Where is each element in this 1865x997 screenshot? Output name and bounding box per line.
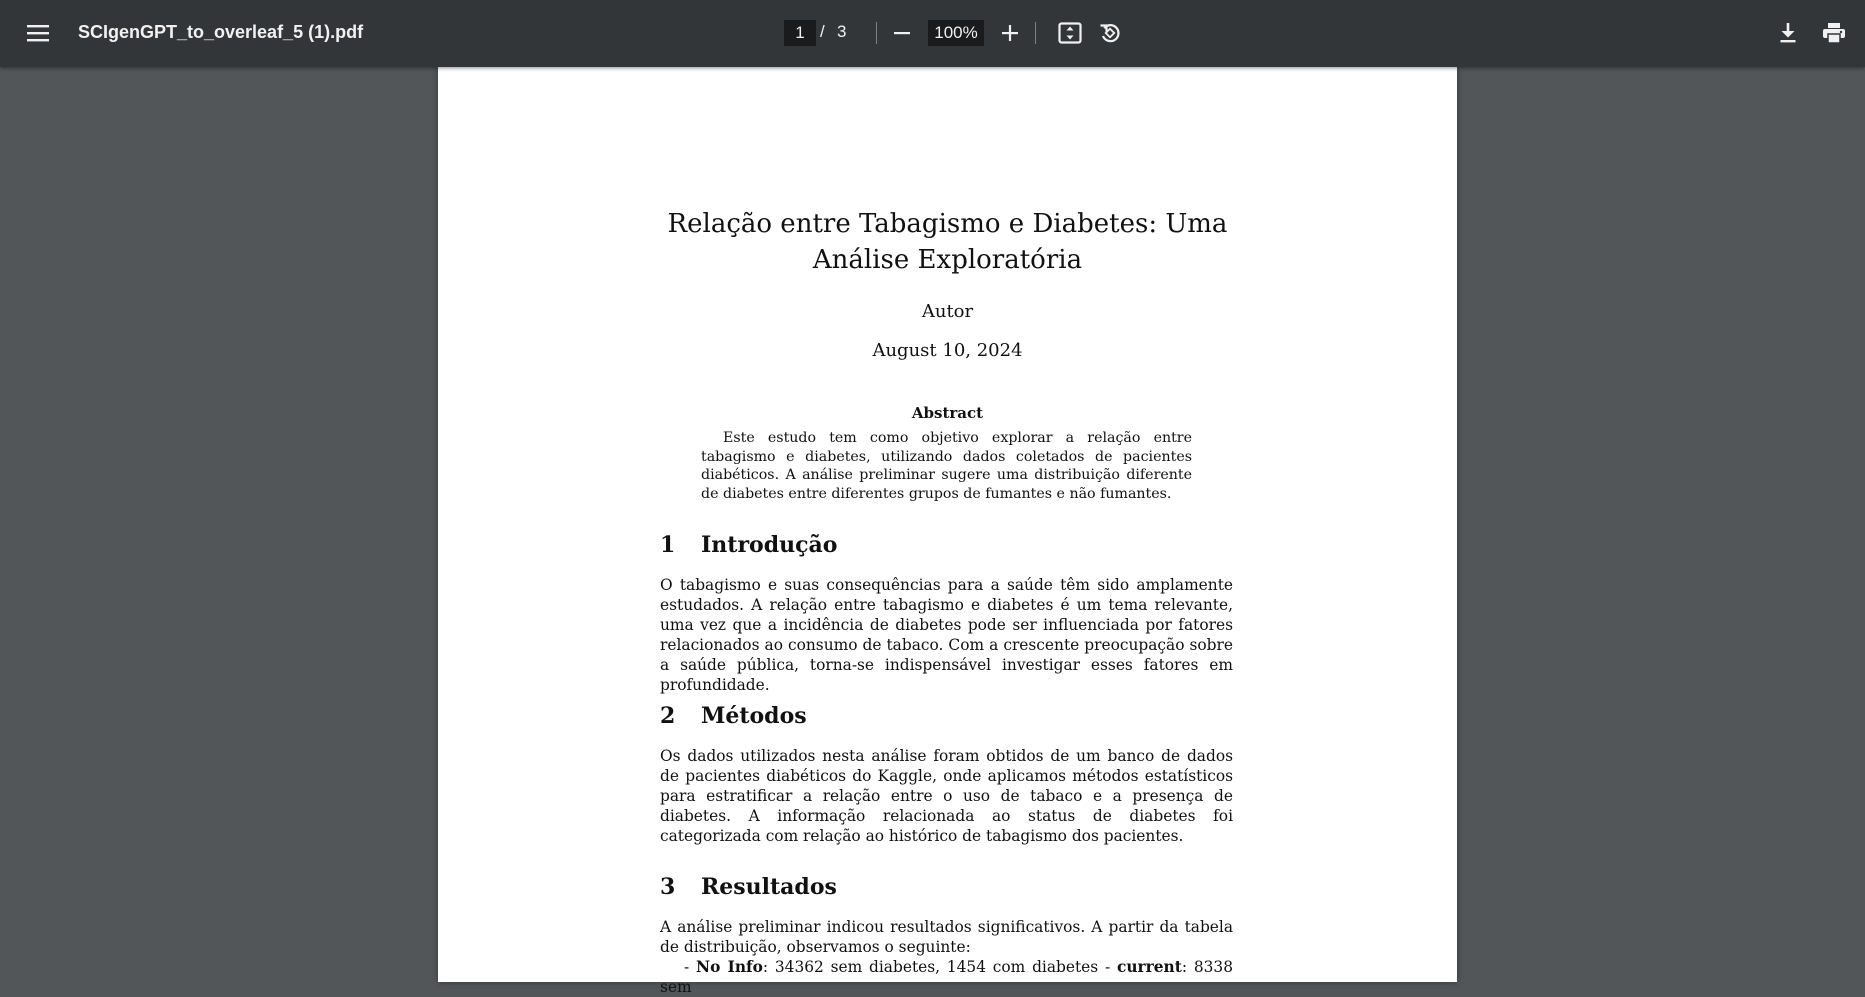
section-text-resultados: A análise preliminar indicou resultados significativos. A partir da tabela de distribuição, observamos o seguinte: bbox=[660, 918, 1233, 956]
document-title bbox=[438, 206, 1457, 278]
file-name: SCIgenGPT_to_overleaf_5 (1).pdf bbox=[78, 22, 364, 42]
section-text-introducao: O tabagismo e suas consequências para a saúde têm sido amplamente estudados. A relação entre tabagismo e diabetes é um tema relevante, uma vez que a incidência de diabetes pode ser influenciada por fatores relacionados ao consumo de tabaco. Com a crescente preocupação sobre a saúde pública, torna-se indispensável investigar esses fatores em profundidade. bbox=[660, 576, 1233, 694]
total-pages: 3 bbox=[837, 22, 847, 41]
section-number: 3 bbox=[660, 874, 676, 900]
plus-icon[interactable] bbox=[990, 13, 1030, 53]
section-heading-introducao bbox=[660, 532, 837, 558]
list-prefix: - bbox=[684, 958, 697, 976]
document-title-line2: Análise Exploratória bbox=[812, 245, 1083, 275]
document-author: Autor bbox=[921, 301, 974, 322]
toolbar-divider bbox=[1035, 22, 1036, 44]
section-number: 2 bbox=[660, 703, 676, 729]
pdf-toolbar bbox=[0, 0, 1865, 67]
section-number: 1 bbox=[660, 532, 676, 558]
list-text-current: : 8338 sem bbox=[660, 958, 1234, 996]
zoom-input[interactable] bbox=[928, 20, 984, 46]
section-title: Introdução bbox=[701, 532, 838, 558]
hamburger-menu-icon[interactable] bbox=[18, 13, 58, 53]
list-label-no-info: No Info bbox=[696, 958, 763, 976]
rotate-counterclockwise-icon[interactable] bbox=[1090, 13, 1130, 53]
list-label-current: current bbox=[1116, 958, 1182, 976]
section-text-metodos: Os dados utilizados nesta análise foram obtidos de um banco de dados de pacientes diabéticos do Kaggle, onde aplicamos métodos estatísticos para estratificar a relação entre o uso de tabaco e a presença de diabetes. A informação relacionada ao status de diabetes foi categorizada com relação ao histórico de tabagismo dos pacientes. bbox=[660, 747, 1233, 845]
pdf-page bbox=[438, 67, 1457, 996]
abstract-text: Este estudo tem como objetivo explorar a relação entre tabagismo e diabetes, utilizando dados coletados de pacientes diabéticos. A análise preliminar sugere uma distribuição diferente de diabetes entre diferentes grupos de fumantes e não fumantes. bbox=[701, 430, 1192, 502]
section-title: Resultados bbox=[701, 874, 837, 900]
fit-to-page-icon[interactable] bbox=[1050, 13, 1090, 53]
document-date: August 10, 2024 bbox=[872, 340, 1023, 361]
section-heading-resultados bbox=[660, 874, 837, 900]
section-heading-metodos bbox=[660, 703, 807, 729]
section-title: Métodos bbox=[701, 703, 807, 729]
document-title-line1: Relação entre Tabagismo e Diabetes: Uma bbox=[667, 209, 1228, 239]
list-text-no-info: : 34362 sem diabetes, 1454 com diabetes - bbox=[762, 958, 1117, 976]
print-icon[interactable] bbox=[1814, 13, 1854, 53]
current-page-input[interactable] bbox=[784, 20, 816, 46]
toolbar-divider bbox=[876, 22, 877, 44]
download-icon[interactable] bbox=[1768, 13, 1808, 53]
minus-icon[interactable] bbox=[882, 13, 922, 53]
abstract-heading: Abstract bbox=[911, 404, 984, 422]
results-list-line bbox=[660, 957, 1233, 997]
page-separator: / bbox=[820, 22, 825, 41]
